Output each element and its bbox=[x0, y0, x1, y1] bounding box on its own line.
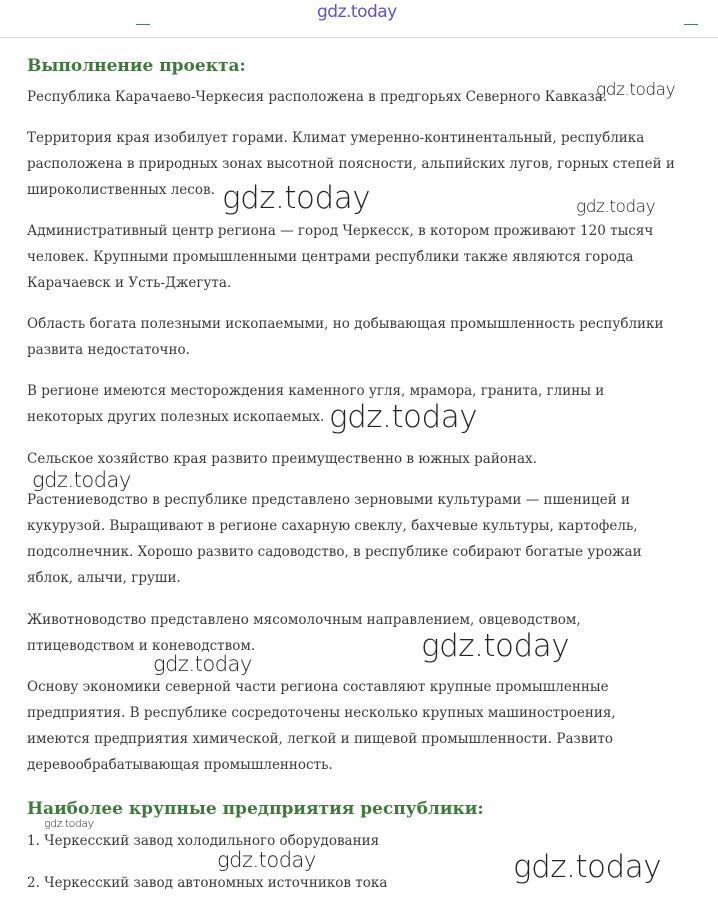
text-line: Область богата полезными ископаемыми, но добывающая промышленность республики bbox=[27, 316, 664, 332]
watermark: gdz.today bbox=[513, 849, 662, 885]
paragraph-minerals bbox=[27, 311, 697, 363]
text-line: человек. Крупными промышленными центрами республики также являются города bbox=[27, 249, 634, 265]
watermark: gdz.today bbox=[576, 197, 656, 217]
text-line: птицеводством и коневодством. bbox=[27, 638, 256, 654]
text-line: Растениеводство в республике представлено зерновыми культурами — пшеницей и bbox=[27, 492, 631, 508]
watermark: gdz.today bbox=[44, 817, 94, 830]
text-line: предприятия. В республике сосредоточены несколько крупных машиностроения, bbox=[27, 705, 616, 721]
watermark: gdz.today bbox=[596, 80, 676, 100]
text-line: Сельское хозяйство края развито преимущественно в южных районах. bbox=[27, 451, 537, 467]
text-line: широколиственных лесов. bbox=[27, 182, 215, 198]
paragraph-industry bbox=[27, 674, 697, 778]
text-line: В регионе имеются месторождения каменного угля, мрамора, гранита, глины и bbox=[27, 383, 605, 399]
text-line: Административный центр региона — город Черкесск, в котором проживают 120 тысяч bbox=[27, 223, 654, 239]
watermark: gdz.today bbox=[153, 652, 252, 676]
text-line: некоторых других полезных ископаемых. bbox=[27, 409, 325, 425]
text-line: развита недостаточно. bbox=[27, 342, 190, 358]
text-line: яблок, алычи, груши. bbox=[27, 570, 181, 586]
watermark: gdz.today bbox=[421, 628, 570, 664]
site-logo[interactable]: gdz.today bbox=[317, 2, 397, 22]
text-line: Животноводство представлено мясомолочным направлением, овцеводством, bbox=[27, 612, 581, 628]
text-line: Территория края изобилует горами. Климат умеренно-континентальный, республика bbox=[27, 130, 645, 146]
text-line: кукурузой. Выращивают в регионе сахарную свеклу, бахчевые культуры, картофель, bbox=[27, 518, 638, 534]
paragraph-livestock bbox=[27, 607, 697, 659]
text-line: подсолнечник. Хорошо развито садоводство, в республике собирают богатые урожаи bbox=[27, 544, 642, 560]
section-heading-project: Выполнение проекта: bbox=[27, 56, 246, 76]
watermark: gdz.today bbox=[222, 180, 371, 216]
text-line: Карачаевск и Усть-Джегута. bbox=[27, 275, 232, 291]
paragraph-capital bbox=[27, 218, 697, 296]
header-divider bbox=[0, 37, 718, 38]
text-line: деревообрабатывающая промышленность. bbox=[27, 757, 333, 773]
text-line: 1. Черкесский завод холодильного оборудования bbox=[27, 833, 380, 849]
text-line: 2. Черкесский завод автономных источников тока bbox=[27, 875, 388, 891]
section-heading-enterprises: Наиболее крупные предприятия республики: bbox=[27, 799, 484, 819]
text-line: расположена в природных зонах высотной поясности, альпийских лугов, горных степей и bbox=[27, 156, 675, 172]
watermark: gdz.today bbox=[32, 468, 131, 492]
header-accent-left bbox=[136, 24, 150, 25]
text-line: Основу экономики северной части региона составляют крупные промышленные bbox=[27, 679, 609, 695]
text-line: имеются предприятия химической, легкой и пищевой промышленности. Развито bbox=[27, 731, 614, 747]
paragraph-crops bbox=[27, 487, 697, 591]
header-accent-right bbox=[684, 24, 698, 25]
watermark: gdz.today bbox=[217, 848, 316, 872]
watermark: gdz.today bbox=[329, 399, 478, 435]
text-line: Республика Карачаево-Черкесия расположена в предгорьях Северного Кавказа. bbox=[27, 89, 608, 105]
